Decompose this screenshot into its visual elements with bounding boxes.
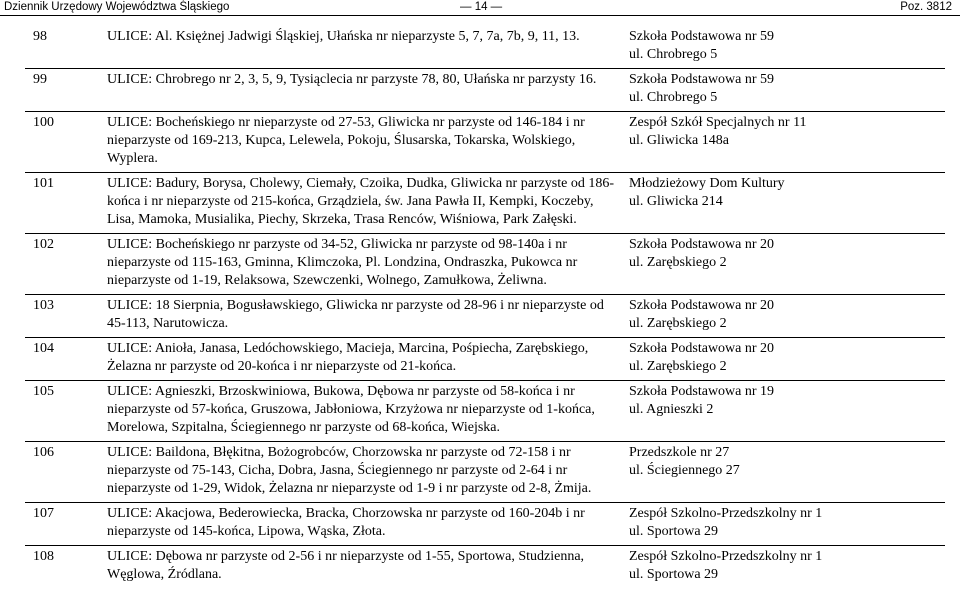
school-cell [625,234,945,295]
district-number: 104 [25,338,107,381]
district-streets: ULICE: Bocheńskiego nr nieparzyste od 27-53, Gliwicka nr parzyste od 146-184 i nr nieparzyste od 169-213, Kupca, Lelewela, Pokoju, Ślusarska, Tokarska, Wolskiego, Wyplera. [107,112,625,173]
page-header [0,0,960,17]
district-number: 102 [25,234,107,295]
districts-table [25,26,945,588]
district-streets: ULICE: Agnieszki, Brzoskwiniowa, Bukowa, Dębowa nr parzyste od 58-końca i nr nieparzyste od 57-końca, Gruszowa, Jabłoniowa, Krzyżowa nr nieparzyste od 1-końca, Morelowa, Szpitalna, Ściegiennego nr parzyste od 68-końca, Wiejska. [107,381,625,442]
school-address: ul. Agnieszki 2 [629,402,714,417]
journal-title: Dziennik Urzędowy Województwa Śląskiego [4,1,230,13]
school-address: ul. Chrobrego 5 [629,47,718,62]
school-cell [625,503,945,546]
school-cell [625,69,945,112]
district-streets: ULICE: Akacjowa, Bederowiecka, Bracka, Chorzowska nr parzyste od 160-204b i nr nieparzyste od 145-końca, Lipowa, Wąska, Złota. [107,503,625,546]
table-row [25,381,945,442]
district-number: 107 [25,503,107,546]
district-number: 100 [25,112,107,173]
table-row [25,338,945,381]
school-name: Szkoła Podstawowa nr 20 [629,237,775,252]
district-streets: ULICE: 18 Sierpnia, Bogusławskiego, Gliwicka nr parzyste od 28-96 i nr nieparzyste od 45-113, Narutowicza. [107,295,625,338]
table-row [25,173,945,234]
district-streets: ULICE: Anioła, Janasa, Ledóchowskiego, Macieja, Marcina, Pośpiecha, Zarębskiego, Żelazna nr parzyste od 20-końca i nr nieparzyste od 21-końca. [107,338,625,381]
school-address: ul. Zarębskiego 2 [629,359,727,374]
table-row [25,503,945,546]
page-number: — 14 — [460,1,503,13]
school-cell [625,442,945,503]
school-cell [625,173,945,234]
district-number: 99 [25,69,107,112]
district-streets: ULICE: Chrobrego nr 2, 3, 5, 9, Tysiąclecia nr parzyste 78, 80, Ułańska nr parzysty 16. [107,69,625,112]
school-cell [625,295,945,338]
position-number: Poz. 3812 [900,1,952,13]
table-row [25,546,945,589]
school-name: Szkoła Podstawowa nr 20 [629,341,775,356]
school-name: Szkoła Podstawowa nr 20 [629,298,775,313]
school-cell [625,338,945,381]
school-address: ul. Ściegiennego 27 [629,463,740,478]
school-address: ul. Zarębskiego 2 [629,255,727,270]
table-row [25,112,945,173]
district-streets: ULICE: Bocheńskiego nr parzyste od 34-52, Gliwicka nr parzyste od 98-140a i nr nieparzyste od 115-163, Gminna, Klimczoka, Pl. Londzina, Ondraszka, Pukowca nr nieparzyste od 1-19, Relaksowa, Szewczenki, Wolnego, Zamułkowa, Żeliwna. [107,234,625,295]
district-number: 98 [25,26,107,69]
school-cell [625,26,945,69]
table-row [25,69,945,112]
districts-table-body [25,26,945,588]
district-streets: ULICE: Badury, Borysa, Cholewy, Ciemały, Czoika, Dudka, Gliwicka nr parzyste od 186-końca i nr nieparzyste od 215-końca, Grządziela, św. Jana Pawła II, Kempki, Koczeby, Lisa, Mamoka, Musialika, Piechy, Skrzeka, Trasa Renców, Wiśniowa, Park Załęski. [107,173,625,234]
table-row [25,442,945,503]
district-number: 108 [33,549,54,564]
school-address: ul. Chrobrego 5 [629,90,718,105]
school-cell [625,381,945,442]
district-number: 105 [25,381,107,442]
school-name: Zespół Szkolno-Przedszkolny nr 1 [629,549,823,564]
table-row [25,295,945,338]
school-cell [625,546,945,589]
school-name: Szkoła Podstawowa nr 59 [629,72,775,87]
school-name: Młodzieżowy Dom Kultury [629,176,785,191]
school-name: Przedszkole nr 27 [629,445,730,460]
school-address: ul. Sportowa 29 [629,524,719,539]
school-name: Zespół Szkolno-Przedszkolny nr 1 [629,506,823,521]
school-name: Szkoła Podstawowa nr 19 [629,384,775,399]
school-name: Zespół Szkół Specjalnych nr 11 [629,115,807,130]
table-row [25,234,945,295]
table-row [25,26,945,69]
district-number: 101 [25,173,107,234]
school-address: ul. Zarębskiego 2 [629,316,727,331]
district-number: 106 [25,442,107,503]
district-number: 103 [25,295,107,338]
school-address: ul. Gliwicka 214 [629,194,723,209]
district-streets: ULICE: Baildona, Błękitna, Bożogrobców, Chorzowska nr parzyste od 72-158 i nr nieparzyste od 75-143, Cicha, Dobra, Jasna, Ściegiennego nr parzyste od 2-64 i nr nieparzyste od 1-29, Widok, Żelazna nr nieparzyste od 1-9 i nr parzyste od 2-8, Żmija. [107,442,625,503]
school-address: ul. Gliwicka 148a [629,133,729,148]
district-streets: ULICE: Dębowa nr parzyste od 2-56 i nr nieparzyste od 1-55, Sportowa, Studzienna, Węglowa, Źródlana. [107,549,585,582]
district-streets: ULICE: Al. Księżnej Jadwigi Śląskiej, Ułańska nr nieparzyste 5, 7, 7a, 7b, 9, 11, 13. [107,26,625,69]
school-address: ul. Sportowa 29 [629,567,719,582]
header-rule [0,15,960,16]
school-cell [625,112,945,173]
school-name: Szkoła Podstawowa nr 59 [629,29,775,44]
